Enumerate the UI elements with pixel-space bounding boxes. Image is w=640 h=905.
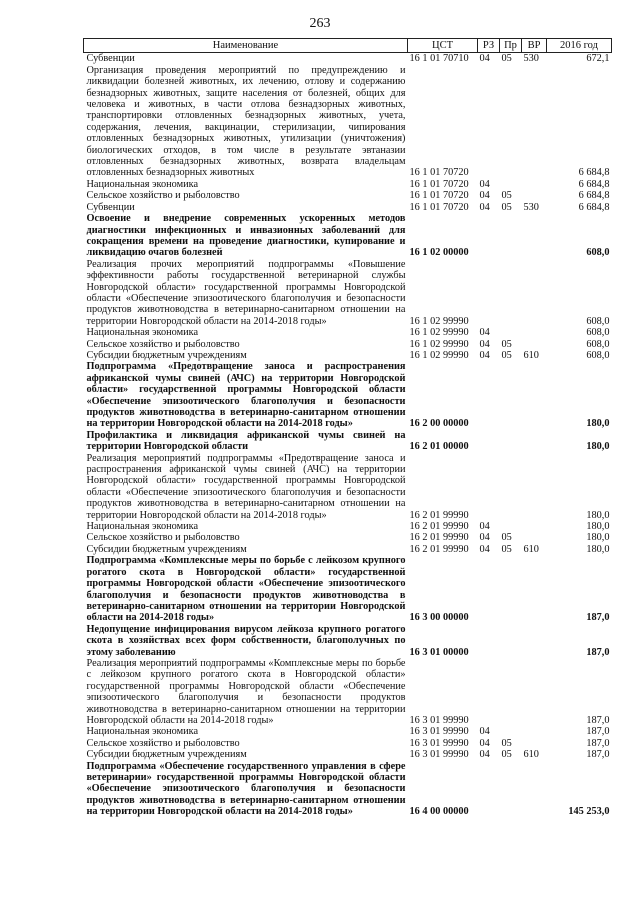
cell-amount: 672,1 [586, 53, 610, 65]
cell-pr [500, 453, 522, 521]
cell-pr [500, 327, 522, 338]
cell-name: Субсидии бюджетным учреждениям [86, 349, 247, 361]
cell-vr [522, 624, 547, 658]
cell-name: Реализация прочих мероприятий подпрограммы «Повышение эффективности работы государственной ветеринарной службы Новгородской области» государственной программы Новгородской области «Обеспечение эпизоотического благополучия и безопасности продуктов животноводства в ветеринарно-санитарном отношении на территории Новгородской области на 2014-2018 годы» [86, 258, 406, 327]
cell-name: Национальная экономика [86, 726, 199, 738]
cell-rz [478, 624, 500, 658]
table-row [84, 259, 612, 327]
cell-vr [522, 259, 547, 327]
table-row [84, 453, 612, 521]
cell-rz: 04 [479, 543, 490, 555]
cell-rz: 04 [479, 190, 490, 202]
cell-cst: 16 2 01 99990 [409, 532, 469, 544]
cell-pr [500, 761, 522, 818]
table-row [84, 532, 612, 543]
cell-amount: 187,0 [586, 726, 610, 738]
cell-vr [522, 327, 547, 338]
cell-rz: 04 [479, 532, 490, 544]
cell-rz: 04 [479, 338, 490, 350]
cell-cst: 16 1 02 99990 [409, 349, 469, 361]
cell-cst: 16 2 01 99990 [409, 543, 469, 555]
cell-pr [500, 726, 522, 737]
cell-cst: 16 3 01 99990 [409, 737, 469, 749]
cell-vr: 610 [523, 543, 539, 555]
table-row [84, 190, 612, 201]
cell-name: Подпрограмма «Предотвращение заноса и распространения африканской чумы свиней (АЧС) на территории Новгородской области» государственной программы Новгородской области «Обеспечение эпизоотического благополучия и безопасности продуктов животноводства в ветеринарно-санитарном отношении на территории Новгородской области на 2014-2018 годы» [86, 361, 406, 430]
cell-rz [478, 430, 500, 453]
header-name: Наименование [84, 39, 408, 53]
cell-pr: 05 [501, 338, 512, 350]
header-cst: ЦСТ [408, 39, 478, 53]
cell-vr [522, 339, 547, 350]
cell-rz [478, 213, 500, 259]
cell-vr [522, 190, 547, 201]
cell-name: Организация проведения мероприятий по предупреждению и ликвидации болезней животных, их лечению, отлову и содержанию безнадзорных животных, защите населения от болезней, общих для человека и животных, в части отлова безнадзорных животных, транспортировки отловленных безнадзорных животных, учета, содержания, лечения, вакцинации, стерилизации, чипирования отловленных безнадзорных животных, утилизации (уничтожения) биологических отходов, в том числе в результате эвтаназии отловленных безнадзорных животных, возврата владельцам отловленных безнадзорных животных [86, 64, 406, 179]
table-row [84, 213, 612, 259]
header-pr: Пр [500, 39, 522, 53]
cell-rz [478, 658, 500, 726]
table-row [84, 361, 612, 429]
header-year: 2016 год [547, 39, 612, 53]
cell-cst: 16 3 01 00000 [409, 646, 469, 658]
cell-rz: 04 [479, 178, 490, 190]
table-row [84, 53, 612, 65]
cell-pr [500, 555, 522, 623]
cell-pr: 05 [501, 53, 512, 65]
cell-amount: 145 253,0 [568, 806, 610, 818]
table-row [84, 339, 612, 350]
cell-pr: 05 [501, 190, 512, 202]
cell-amount: 180,0 [586, 543, 610, 555]
cell-pr: 05 [501, 543, 512, 555]
cell-pr [500, 430, 522, 453]
cell-rz: 04 [479, 53, 490, 65]
table-row [84, 430, 612, 453]
table-row [84, 658, 612, 726]
cell-pr: 05 [501, 201, 512, 213]
cell-amount: 187,0 [586, 646, 610, 658]
cell-vr [522, 658, 547, 726]
table-row [84, 544, 612, 555]
table-row [84, 327, 612, 338]
cell-cst: 16 4 00 00000 [409, 806, 469, 818]
cell-rz: 04 [479, 749, 490, 761]
cell-cst: 16 2 00 00000 [409, 418, 469, 430]
cell-cst: 16 1 02 99990 [409, 327, 469, 339]
cell-cst: 16 1 02 99990 [409, 315, 469, 327]
cell-rz [478, 761, 500, 818]
cell-amount: 180,0 [586, 509, 610, 521]
cell-name: Подпрограмма «Обеспечение государственного управления в сфере ветеринарии» государственной программы Новгородской области «Обеспечение эпизоотического благополучия и безопасности продуктов животноводства в ветеринарно-санитарном отношении на территории Новгородской области на 2014-2018 годы» [86, 760, 406, 818]
cell-amount: 608,0 [586, 349, 610, 361]
cell-pr [500, 65, 522, 179]
cell-amount: 608,0 [586, 315, 610, 327]
cell-rz: 04 [479, 726, 490, 738]
cell-amount: 187,0 [586, 749, 610, 761]
cell-rz: 04 [479, 327, 490, 339]
cell-vr: 610 [523, 749, 539, 761]
cell-name: Национальная экономика [86, 178, 199, 190]
cell-amount: 608,0 [586, 327, 610, 339]
cell-vr: 610 [523, 349, 539, 361]
cell-vr [522, 65, 547, 179]
cell-cst: 16 3 01 99990 [409, 749, 469, 761]
cell-pr [500, 624, 522, 658]
cell-vr [522, 726, 547, 737]
cell-vr [522, 213, 547, 259]
header-vr: ВР [522, 39, 547, 53]
cell-pr [500, 658, 522, 726]
cell-cst: 16 1 01 70720 [409, 190, 469, 202]
cell-cst: 16 3 01 99990 [409, 714, 469, 726]
cell-rz: 04 [479, 737, 490, 749]
cell-name: Субвенции [86, 201, 135, 213]
header-rz: РЗ [478, 39, 500, 53]
cell-cst: 16 1 01 70710 [409, 53, 469, 65]
cell-cst: 16 1 02 00000 [409, 247, 469, 259]
cell-name: Сельское хозяйство и рыболовство [86, 190, 240, 202]
cell-pr [500, 213, 522, 259]
table-row [84, 521, 612, 532]
cell-name: Субсидии бюджетным учреждениям [86, 749, 247, 761]
cell-vr: 530 [523, 53, 539, 65]
table-row [84, 738, 612, 749]
table-row [84, 726, 612, 737]
cell-vr [522, 361, 547, 429]
cell-pr [500, 179, 522, 190]
cell-amount: 6 684,8 [578, 167, 610, 179]
cell-pr [500, 259, 522, 327]
budget-table [83, 38, 612, 818]
cell-vr [522, 761, 547, 818]
cell-amount: 6 684,8 [578, 178, 610, 190]
cell-name: Профилактика и ликвидация африканской чумы свиней на территории Новгородской области [86, 429, 406, 453]
cell-vr [522, 453, 547, 521]
cell-name: Сельское хозяйство и рыболовство [86, 338, 240, 350]
table-row [84, 179, 612, 190]
cell-name: Субвенции [86, 53, 135, 65]
cell-cst: 16 1 02 99990 [409, 338, 469, 350]
table-row [84, 65, 612, 179]
table-row [84, 350, 612, 361]
cell-amount: 608,0 [586, 247, 610, 259]
cell-amount: 180,0 [586, 532, 610, 544]
cell-amount: 180,0 [586, 521, 610, 533]
cell-name: Национальная экономика [86, 521, 199, 533]
cell-amount: 180,0 [586, 441, 610, 453]
cell-amount: 187,0 [586, 737, 610, 749]
cell-name: Реализация мероприятий подпрограммы «Комплексные меры по борьбе с лейкозом крупного рогатого скота в Новгородской области» государственной программы Новгородской области «Обеспечение эпизоотического благополучия и безопасности продуктов животноводства в ветеринарно-санитарном отношении на территории Новгородской области на 2014-2018 годы» [86, 657, 406, 726]
cell-vr [522, 521, 547, 532]
cell-cst: 16 2 01 00000 [409, 441, 469, 453]
table-row [84, 202, 612, 213]
cell-cst: 16 2 01 99990 [409, 509, 469, 521]
cell-amount: 608,0 [586, 338, 610, 350]
cell-pr: 05 [501, 349, 512, 361]
cell-pr: 05 [501, 737, 512, 749]
cell-pr: 05 [501, 532, 512, 544]
cell-cst: 16 3 01 99990 [409, 726, 469, 738]
cell-pr [500, 361, 522, 429]
cell-vr [522, 738, 547, 749]
cell-rz [478, 259, 500, 327]
cell-cst: 16 1 01 70720 [409, 167, 469, 179]
cell-vr: 530 [523, 201, 539, 213]
cell-cst: 16 2 01 99990 [409, 521, 469, 533]
cell-amount: 6 684,8 [578, 190, 610, 202]
table-row [84, 761, 612, 818]
table-header-row [84, 39, 612, 53]
cell-pr [500, 521, 522, 532]
cell-vr [522, 179, 547, 190]
cell-rz: 04 [479, 201, 490, 213]
cell-pr: 05 [501, 749, 512, 761]
cell-name: Субсидии бюджетным учреждениям [86, 543, 247, 555]
cell-rz: 04 [479, 521, 490, 533]
cell-cst: 16 3 00 00000 [409, 612, 469, 624]
cell-amount: 180,0 [586, 418, 610, 430]
cell-vr [522, 555, 547, 623]
cell-rz [478, 361, 500, 429]
cell-cst: 16 1 01 70720 [409, 178, 469, 190]
table-row [84, 749, 612, 760]
cell-name: Освоение и внедрение современных ускоренных методов диагностики инфекционных и инвазионных заболеваний для сокращения времени на проведение диагностики, купирование и ликвидацию очагов болезней [86, 213, 406, 259]
table-row [84, 624, 612, 658]
cell-name: Недопущение инфицирования вирусом лейкоза крупного рогатого скота в хозяйствах всех форм собственности, благополучных по этому заболеванию [86, 623, 406, 658]
cell-amount: 187,0 [586, 612, 610, 624]
cell-rz [478, 65, 500, 179]
cell-vr [522, 430, 547, 453]
page-number: 263 [309, 16, 331, 31]
cell-name: Подпрограмма «Комплексные меры по борьбе с лейкозом крупного рогатого скота в Новгородской области» государственной программы Новгородской области «Обеспечение эпизоотического благополучия и безопасности продуктов животноводства в ветеринарно-санитарном отношении на территории Новгородской области на 2014-2018 годы» [86, 555, 406, 624]
cell-name: Реализация мероприятий подпрограммы «Предотвращение заноса и распространения африканской чумы свиней (АЧС) на территории Новгородской области» государственной программы Новгородской области «Обеспечение эпизоотического благополучия и безопасности продуктов животноводства в ветеринарно-санитарном отношении на территории Новгородской области на 2014-2018 годы» [86, 452, 406, 521]
table-row [84, 555, 612, 623]
cell-rz: 04 [479, 349, 490, 361]
cell-name: Сельское хозяйство и рыболовство [86, 737, 240, 749]
cell-rz [478, 453, 500, 521]
cell-name: Национальная экономика [86, 327, 199, 339]
cell-rz [478, 555, 500, 623]
cell-amount: 6 684,8 [578, 201, 610, 213]
cell-vr [522, 532, 547, 543]
cell-name: Сельское хозяйство и рыболовство [86, 532, 240, 544]
cell-cst: 16 1 01 70720 [409, 201, 469, 213]
cell-amount: 187,0 [586, 714, 610, 726]
